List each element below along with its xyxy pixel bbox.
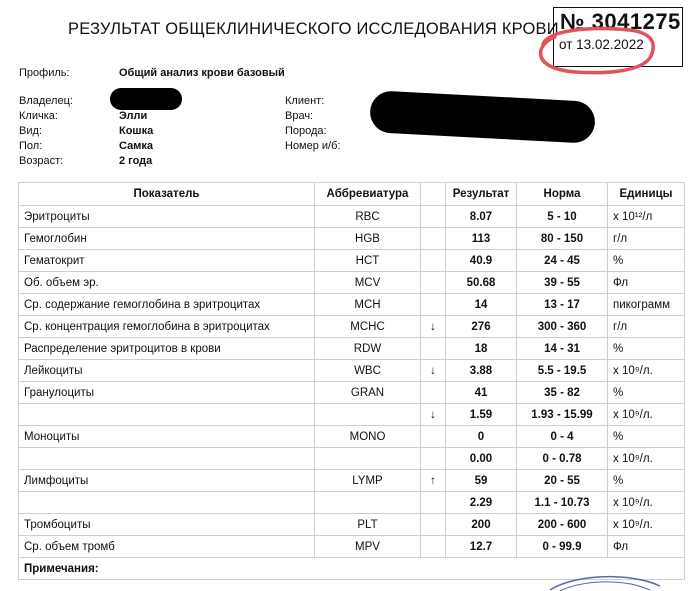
reference-range: 300 - 360 (517, 316, 608, 338)
owner-label: Владелец: (19, 95, 73, 107)
result-value: 2.29 (446, 492, 517, 514)
result-value: 0 (446, 426, 517, 448)
flag-arrow (421, 250, 446, 272)
abbreviation: MPV (315, 536, 421, 558)
table-row (19, 272, 685, 294)
unit: x 10¹²/л (608, 206, 685, 228)
reference-range: 5 - 10 (517, 206, 608, 228)
unit: г/л (608, 316, 685, 338)
case-number-label: Номер и/б: (285, 140, 341, 152)
unit: x 10⁹/л. (608, 360, 685, 382)
result-value: 14 (446, 294, 517, 316)
header-parameter: Показатель (19, 183, 315, 206)
abbreviation (315, 448, 421, 470)
unit: % (608, 338, 685, 360)
abbreviation: PLT (315, 514, 421, 536)
table-row (19, 514, 685, 536)
sex-value: Самка (119, 140, 153, 152)
table-row (19, 338, 685, 360)
reference-range: 13 - 17 (517, 294, 608, 316)
unit: пикограмм (608, 294, 685, 316)
parameter-name: Моноциты (19, 426, 315, 448)
unit: г/л (608, 228, 685, 250)
table-header-row (19, 183, 685, 206)
table-row (19, 426, 685, 448)
table-row (19, 228, 685, 250)
profile-label: Профиль: (19, 67, 70, 79)
flag-arrow (421, 492, 446, 514)
table-row (19, 448, 685, 470)
reference-range: 1.1 - 10.73 (517, 492, 608, 514)
reference-range: 24 - 45 (517, 250, 608, 272)
reference-range: 39 - 55 (517, 272, 608, 294)
abbreviation: MCH (315, 294, 421, 316)
flag-arrow (421, 294, 446, 316)
table-row (19, 294, 685, 316)
unit: x 10⁹/л. (608, 514, 685, 536)
parameter-name: Тромбоциты (19, 514, 315, 536)
table-row (19, 404, 685, 426)
reference-range: 20 - 55 (517, 470, 608, 492)
parameter-name: Ср. концентрация гемоглобина в эритроцитах (19, 316, 315, 338)
document-date: от 13.02.2022 (559, 37, 644, 52)
result-value: 41 (446, 382, 517, 404)
header-units: Единицы (608, 183, 685, 206)
flag-arrow: ↓ (421, 404, 446, 426)
table-row (19, 536, 685, 558)
stamp-fragment (545, 568, 665, 591)
abbreviation: GRAN (315, 382, 421, 404)
header-result: Результат (446, 183, 517, 206)
result-value: 200 (446, 514, 517, 536)
table-row (19, 206, 685, 228)
flag-arrow (421, 536, 446, 558)
abbreviation: WBC (315, 360, 421, 382)
reference-range: 0 - 0.78 (517, 448, 608, 470)
flag-arrow (421, 228, 446, 250)
reference-range: 1.93 - 15.99 (517, 404, 608, 426)
species-value: Кошка (119, 125, 154, 137)
reference-range: 200 - 600 (517, 514, 608, 536)
client-label: Клиент: (285, 95, 325, 107)
pet-name-label: Кличка: (19, 110, 58, 122)
parameter-name: Об. объем эр. (19, 272, 315, 294)
flag-arrow (421, 382, 446, 404)
abbreviation: MCV (315, 272, 421, 294)
flag-arrow: ↑ (421, 470, 446, 492)
parameter-name: Ср. объем тромб (19, 536, 315, 558)
result-value: 113 (446, 228, 517, 250)
flag-arrow: ↓ (421, 360, 446, 382)
unit: Фл (608, 536, 685, 558)
result-value: 276 (446, 316, 517, 338)
result-value: 0.00 (446, 448, 517, 470)
result-value: 59 (446, 470, 517, 492)
sex-label: Пол: (19, 140, 43, 152)
table-row (19, 470, 685, 492)
report-title: РЕЗУЛЬТАТ ОБЩЕКЛИНИЧЕСКОГО ИССЛЕДОВАНИЯ КРОВИ (68, 20, 559, 38)
parameter-name: Лейкоциты (19, 360, 315, 382)
document-number: № 3041275 (560, 9, 681, 34)
reference-range: 80 - 150 (517, 228, 608, 250)
date-highlight-circle (535, 24, 660, 80)
reference-range: 5.5 - 19.5 (517, 360, 608, 382)
species-label: Вид: (19, 125, 42, 137)
parameter-name (19, 448, 315, 470)
table-row (19, 492, 685, 514)
header-abbreviation: Аббревиатура (315, 183, 421, 206)
abbreviation (315, 404, 421, 426)
abbreviation: HCT (315, 250, 421, 272)
flag-arrow (421, 514, 446, 536)
doctor-label: Врач: (285, 110, 314, 122)
unit: x 10⁹/л. (608, 492, 685, 514)
table-row (19, 250, 685, 272)
parameter-name: Гранулоциты (19, 382, 315, 404)
flag-arrow (421, 426, 446, 448)
table-row (19, 360, 685, 382)
profile-value: Общий анализ крови базовый (119, 67, 285, 79)
reference-range: 0 - 99.9 (517, 536, 608, 558)
age-value: 2 года (119, 155, 153, 167)
results-table (18, 182, 685, 580)
abbreviation: MCHC (315, 316, 421, 338)
flag-arrow (421, 338, 446, 360)
result-value: 40.9 (446, 250, 517, 272)
unit: % (608, 426, 685, 448)
unit: x 10⁹/л. (608, 448, 685, 470)
flag-arrow (421, 206, 446, 228)
header-norm: Норма (517, 183, 608, 206)
result-value: 1.59 (446, 404, 517, 426)
unit: Фл (608, 272, 685, 294)
result-value: 18 (446, 338, 517, 360)
unit: % (608, 250, 685, 272)
table-row (19, 382, 685, 404)
client-redaction (369, 90, 596, 144)
parameter-name: Гемоглобин (19, 228, 315, 250)
flag-arrow (421, 448, 446, 470)
reference-range: 14 - 31 (517, 338, 608, 360)
reference-range: 0 - 4 (517, 426, 608, 448)
result-value: 50.68 (446, 272, 517, 294)
parameter-name: Распределение эритроцитов в крови (19, 338, 315, 360)
unit: x 10⁹/л. (608, 404, 685, 426)
flag-arrow (421, 272, 446, 294)
abbreviation: HGB (315, 228, 421, 250)
table-row (19, 316, 685, 338)
age-label: Возраст: (19, 155, 64, 167)
reference-range: 35 - 82 (517, 382, 608, 404)
abbreviation: RBC (315, 206, 421, 228)
unit: % (608, 382, 685, 404)
parameter-name (19, 492, 315, 514)
breed-label: Порода: (285, 125, 327, 137)
result-value: 12.7 (446, 536, 517, 558)
parameter-name: Эритроциты (19, 206, 315, 228)
abbreviation: RDW (315, 338, 421, 360)
owner-redaction (110, 88, 182, 110)
abbreviation (315, 492, 421, 514)
pet-name-value: Элли (119, 110, 148, 122)
flag-arrow: ↓ (421, 316, 446, 338)
parameter-name: Лимфоциты (19, 470, 315, 492)
abbreviation: MONO (315, 426, 421, 448)
parameter-name: Гематокрит (19, 250, 315, 272)
result-value: 3.88 (446, 360, 517, 382)
notes-label: Примечания: (19, 558, 685, 580)
parameter-name (19, 404, 315, 426)
header-flag (421, 183, 446, 206)
parameter-name: Ср. содержание гемоглобина в эритроцитах (19, 294, 315, 316)
abbreviation: LYMP (315, 470, 421, 492)
result-value: 8.07 (446, 206, 517, 228)
unit: % (608, 470, 685, 492)
